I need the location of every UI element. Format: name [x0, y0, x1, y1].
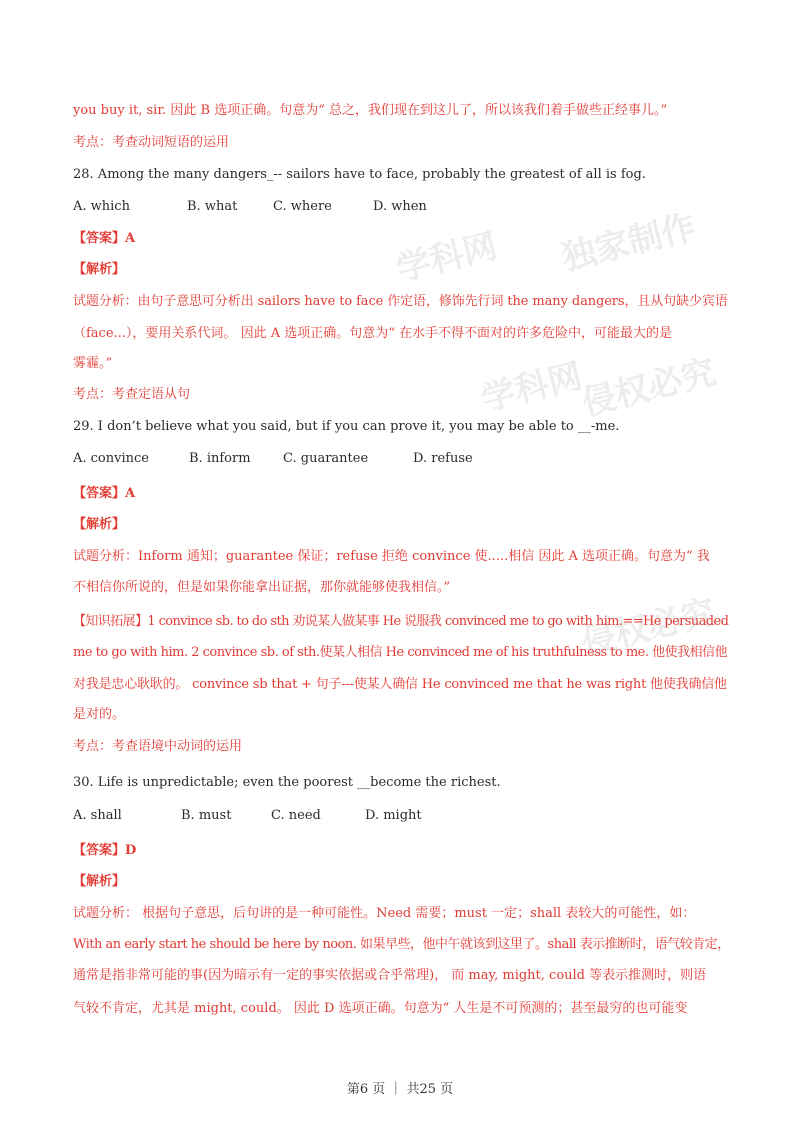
- q30-analysis-line: With an early start he should be here by noon. 如果早些，他中午就该到这里了。shall 表示推断时，语气较肯定，: [73, 937, 730, 952]
- q29-option-a: A. convince: [73, 451, 149, 466]
- q30-option-a: A. shall: [73, 808, 122, 823]
- q30-analysis-header: 【解析】: [73, 874, 126, 889]
- q29-kaodian: 考点：考查语境中动词的运用: [73, 739, 243, 754]
- q28-analysis-line: 雾霾。”: [73, 356, 113, 371]
- q28-option-d: D. when: [373, 199, 427, 214]
- watermark-text: 侵权必究: [578, 352, 720, 424]
- q29-extension-line: 对我是忠心耿耿的。 convince sb that + 句子---使某人确信 He convinced me that he was right 他使我确信他: [73, 677, 727, 692]
- watermark-text: 独家制作: [558, 207, 700, 279]
- q29-option-d: D. refuse: [413, 451, 473, 466]
- q28-analysis-header: 【解析】: [73, 262, 126, 277]
- q29-extension-line: me to go with him. 2 convince sb. of sth.使某人相信 He convinced me of his truthfulness to me. 他使我相信他: [73, 645, 728, 660]
- q28-option-a: A. which: [73, 199, 130, 214]
- page-footer: 第6 页 ｜ 共25 页: [346, 1082, 454, 1097]
- q28-kaodian: 考点：考查定语从句: [73, 387, 191, 402]
- q27-kaodian: 考点：考查动词短语的运用: [73, 135, 230, 150]
- q29-answer: 【答案】A: [73, 486, 136, 501]
- q28-analysis-line: （face...），要用关系代词。 因此 A 选项正确。句意为“ 在水手不得不面对的许多危险中，可能最大的是: [73, 326, 672, 341]
- q29-extension-line: 【知识拓展】1 convince sb. to do sth 劝说某人做某事 He 说服我 convinced me to go with him.==He persuaded: [73, 614, 729, 629]
- q30-option-b: B. must: [181, 808, 232, 823]
- q30-answer: 【答案】D: [73, 843, 137, 858]
- q28-option-c: C. where: [273, 199, 332, 214]
- q29-option-c: C. guarantee: [283, 451, 369, 466]
- q30-option-c: C. need: [271, 808, 321, 823]
- q28-answer: 【答案】A: [73, 231, 136, 246]
- watermark-text: 学科网: [392, 226, 502, 290]
- q30-analysis-line: 通常是指非常可能的事(因为暗示有一定的事实依据或合乎常理)， 而 may, might, could 等表示推测时，则语: [73, 968, 707, 983]
- q30-option-d: D. might: [365, 808, 422, 823]
- watermark-text: 学科网: [477, 356, 587, 420]
- q29-option-b: B. inform: [189, 451, 251, 466]
- q27-analysis-tail: you buy it, sir. 因此 B 选项正确。句意为“ 总之，我们现在到这儿了，所以该我们着手做些正经事儿。”: [73, 103, 668, 118]
- q29-analysis-line: 试题分析：Inform 通知；guarantee 保证；refuse 拒绝 convince 使.....相信 因此 A 选项正确。句意为“ 我: [73, 549, 710, 564]
- q28-analysis-line: 试题分析：由句子意思可分析出 sailors have to face 作定语，修饰先行词 the many dangers，且从句缺少宾语: [73, 294, 728, 309]
- q28-option-b: B. what: [187, 199, 238, 214]
- q30-question: 30. Life is unpredictable; even the poorest __become the richest.: [73, 775, 501, 790]
- q30-analysis-line: 试题分析： 根据句子意思，后句讲的是一种可能性。Need 需要；must 一定；shall 表较大的可能性，如：: [73, 906, 696, 921]
- q29-analysis-line: 不相信你所说的，但是如果你能拿出证据，那你就能够使我相信。”: [73, 580, 451, 595]
- watermark-text: 侵权必究: [578, 592, 720, 664]
- q29-analysis-header: 【解析】: [73, 517, 126, 532]
- q29-extension-line: 是对的。: [73, 707, 126, 722]
- q29-question: 29. I don’t believe what you said, but if you can prove it, you may be able to __-me.: [73, 419, 620, 434]
- q30-analysis-line: 气较不肯定，尤其是 might, could。 因此 D 选项正确。句意为“ 人生是不可预测的；甚至最穷的也可能变: [73, 1001, 688, 1016]
- q28-question: 28. Among the many dangers_-- sailors have to face, probably the greatest of all is fog.: [73, 167, 646, 182]
